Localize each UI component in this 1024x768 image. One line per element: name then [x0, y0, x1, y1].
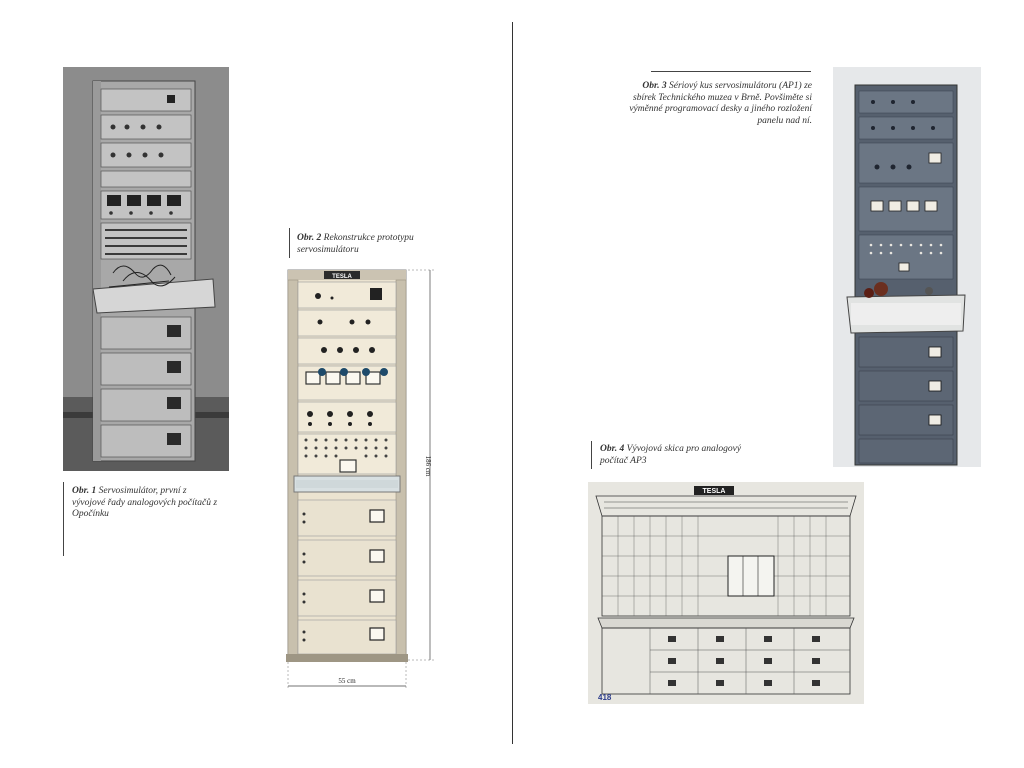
caption-figure-2-text: Rekonstrukce prototypu servosimulátoru: [297, 233, 414, 255]
caption-figure-4-text: Vývojová skica pro analogový počítač AP3: [600, 444, 742, 466]
caption-figure-4-label: Obr. 4: [600, 444, 625, 454]
caption-3-rule: [651, 71, 811, 72]
caption-figure-2-label: Obr. 2: [297, 233, 322, 243]
caption-figure-1-label: Obr. 1: [72, 486, 97, 496]
fig4-brand: TESLA: [702, 488, 726, 495]
fig2-width-label: 55 cm: [338, 677, 356, 685]
fig4-page-mark: 418: [598, 693, 612, 702]
fig2-brand: TESLA: [332, 274, 352, 280]
caption-figure-1: [72, 486, 222, 521]
figure-2-drawing: [280, 266, 450, 698]
caption-figure-3: [624, 81, 812, 127]
caption-figure-3-label: Obr. 3: [642, 81, 667, 91]
figure-3-photo: [833, 67, 981, 467]
caption-1-bar: [63, 482, 64, 556]
caption-4-bar: [591, 441, 592, 469]
figure-4-sketch: [588, 482, 864, 704]
caption-figure-2: [297, 233, 467, 256]
figure-1-photo: [63, 67, 229, 471]
caption-2-bar: [289, 228, 290, 258]
caption-figure-4: [600, 444, 770, 467]
page-spine: [512, 22, 513, 744]
caption-figure-3-text: Sériový kus servosimulátoru (AP1) ze sbírek Technického muzea v Brně. Povšiměte si výměnné programovací desky a jiného rozložení panelu nad ní.: [629, 81, 812, 126]
fig2-height-label: 186 cm: [424, 455, 432, 477]
caption-figure-1-text: Servosimulátor, první z vývojové řady analogových počítačů z Opočínku: [72, 486, 218, 519]
